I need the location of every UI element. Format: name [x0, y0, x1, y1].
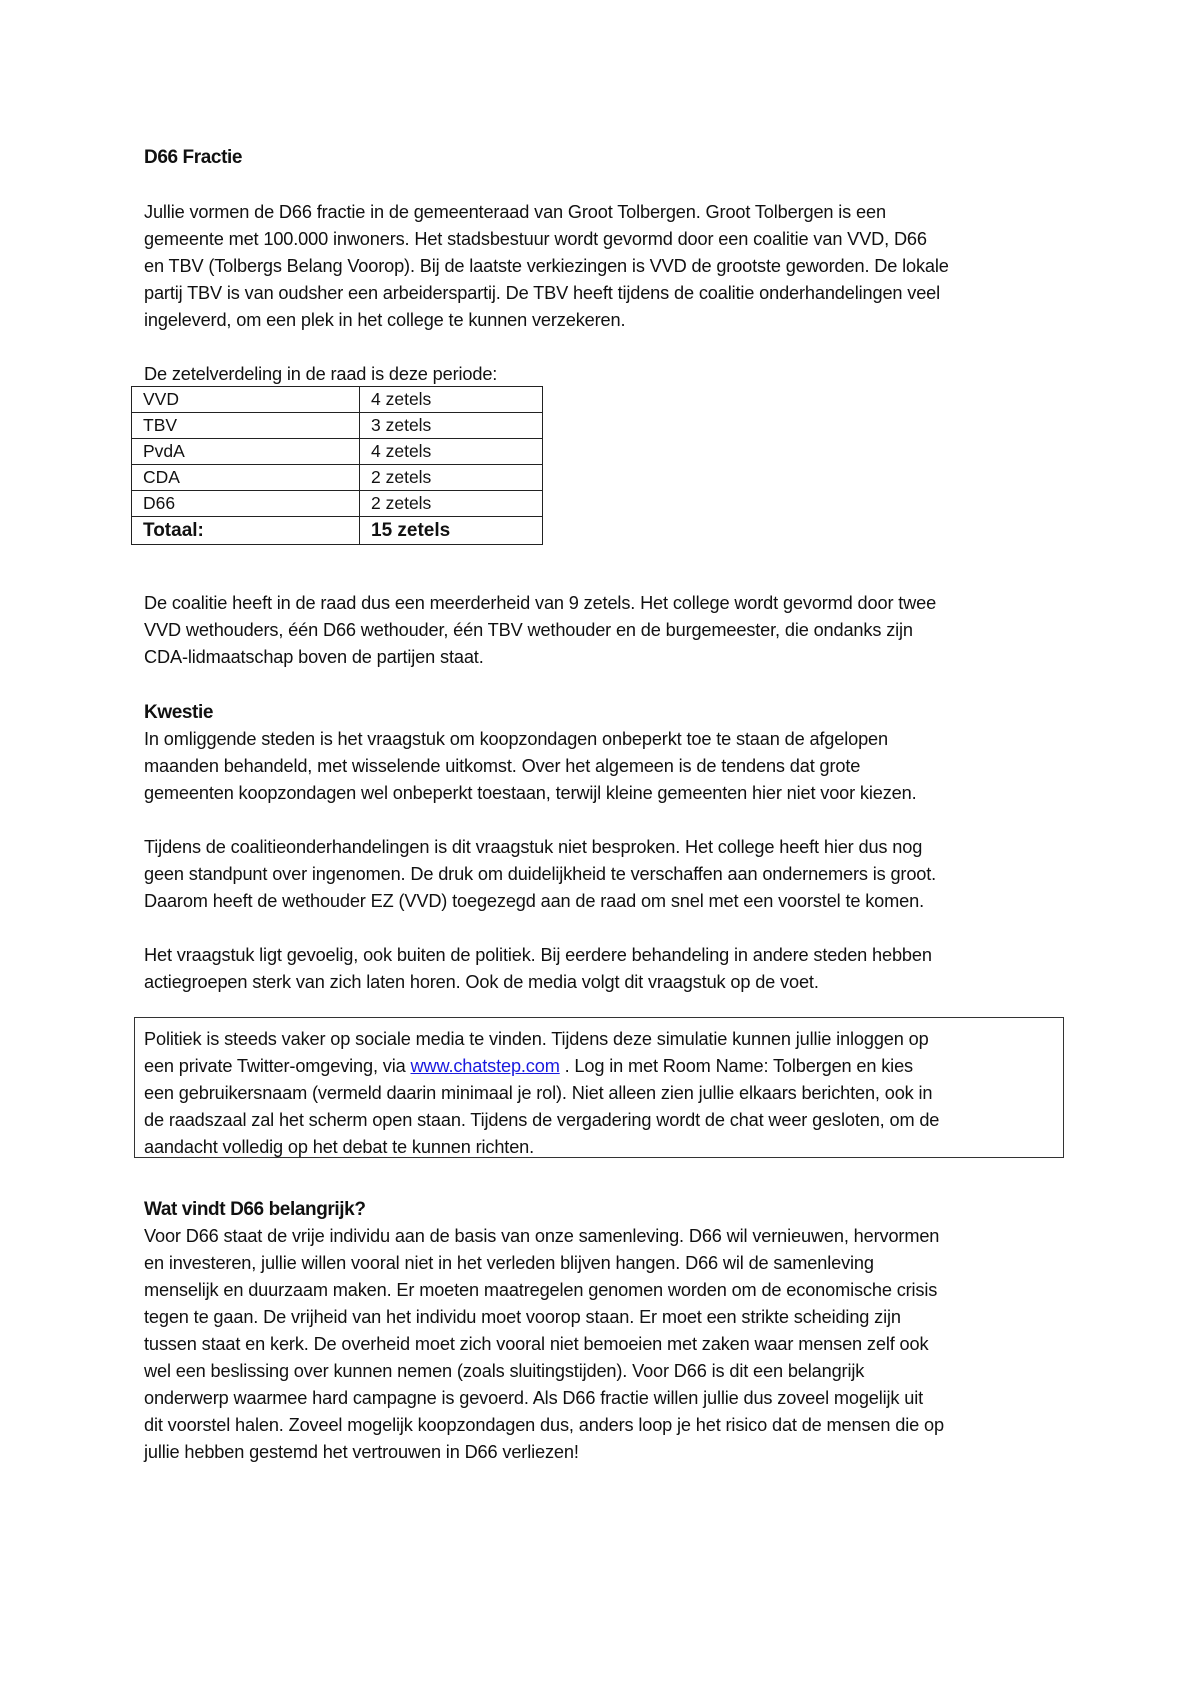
party-cell: CDA: [132, 465, 360, 491]
callout-line: de raadszaal zal het scherm open staan. Tijdens de vergadering wordt de chat weer gesloten, om de: [144, 1110, 940, 1130]
party-cell: PvdA: [132, 439, 360, 465]
callout-line: [144, 1053, 913, 1080]
belangrijk-line: onderwerp waarmee hard campagne is gevoerd. Als D66 fractie willen jullie dus zoveel mogelijk uit: [144, 1388, 924, 1408]
belangrijk-line: tussen staat en kerk. De overheid moet zich vooral niet bemoeien met zaken waar mensen zelf ook: [144, 1334, 929, 1354]
seats-cell: 2 zetels: [360, 465, 543, 491]
callout-line: Politiek is steeds vaker op sociale media te vinden. Tijdens deze simulatie kunnen jullie inloggen op: [144, 1029, 929, 1049]
seats-cell: 4 zetels: [360, 387, 543, 413]
intro-line: en TBV (Tolbergs Belang Voorop). Bij de laatste verkiezingen is VVD de grootste geworden. De lokale: [144, 256, 949, 276]
belangrijk-heading: Wat vindt D66 belangrijk?: [144, 1199, 366, 1220]
belangrijk-line: dit voorstel halen. Zoveel mogelijk koopzondagen dus, anders loop je het risico dat de mensen die op: [144, 1415, 944, 1435]
callout-line: een gebruikersnaam (vermeld daarin minimaal je rol). Niet alleen zien jullie elkaars berichten, ook in: [144, 1083, 933, 1103]
callout-text: . Log in met Room Name: Tolbergen en kies: [559, 1056, 913, 1076]
kwestie-line: actiegroepen sterk van zich laten horen. Ook de media volgt dit vraagstuk op de voet.: [144, 972, 819, 992]
table-row: [132, 439, 543, 465]
party-cell: D66: [132, 491, 360, 517]
intro-line: gemeente met 100.000 inwoners. Het stadsbestuur wordt gevormd door een coalitie van VVD, D66: [144, 229, 927, 249]
table-row: [132, 491, 543, 517]
belangrijk-line: tegen te gaan. De vrijheid van het individu moet voorop staan. Er moet een strikte scheiding zijn: [144, 1307, 901, 1327]
seats-cell: 2 zetels: [360, 491, 543, 517]
kwestie-heading: Kwestie: [144, 702, 214, 723]
kwestie-line: gemeenten koopzondagen wel onbeperkt toestaan, terwijl kleine gemeenten hier niet voor kiezen.: [144, 783, 917, 803]
party-cell: TBV: [132, 413, 360, 439]
table-row: [132, 465, 543, 491]
belangrijk-line: jullie hebben gestemd het vertrouwen in D66 verliezen!: [144, 1442, 579, 1462]
coalition-line: CDA-lidmaatschap boven de partijen staat.: [144, 647, 484, 667]
seats-cell: 4 zetels: [360, 439, 543, 465]
kwestie-line: Tijdens de coalitieonderhandelingen is dit vraagstuk niet besproken. Het college heeft hier dus nog: [144, 837, 923, 857]
kwestie-line: Het vraagstuk ligt gevoelig, ook buiten de politiek. Bij eerdere behandeling in andere steden hebben: [144, 945, 932, 965]
total-seats-cell: 15 zetels: [360, 517, 543, 545]
table-caption: De zetelverdeling in de raad is deze periode:: [144, 364, 498, 384]
intro-line: ingeleverd, om een plek in het college te kunnen verzekeren.: [144, 310, 626, 330]
coalition-line: De coalitie heeft in de raad dus een meerderheid van 9 zetels. Het college wordt gevormd door twee: [144, 593, 937, 613]
document-title: D66 Fractie: [144, 147, 243, 168]
table-row: [132, 413, 543, 439]
chatstep-link[interactable]: www.chatstep.com: [410, 1056, 560, 1076]
seats-cell: 3 zetels: [360, 413, 543, 439]
belangrijk-line: Voor D66 staat de vrije individu aan de basis van onze samenleving. D66 wil vernieuwen, hervormen: [144, 1226, 940, 1246]
intro-line: Jullie vormen de D66 fractie in de gemeenteraad van Groot Tolbergen. Groot Tolbergen is een: [144, 202, 886, 222]
callout-line: aandacht volledig op het debat te kunnen richten.: [144, 1137, 535, 1157]
kwestie-line: In omliggende steden is het vraagstuk om koopzondagen onbeperkt toe te staan de afgelopen: [144, 729, 888, 749]
kwestie-line: geen standpunt over ingenomen. De druk om duidelijkheid te verschaffen aan ondernemers is groot.: [144, 864, 937, 884]
callout-text: een private Twitter-omgeving, via: [144, 1056, 411, 1076]
intro-line: partij TBV is van oudsher een arbeiderspartij. De TBV heeft tijdens de coalitie onderhandelingen veel: [144, 283, 941, 303]
coalition-line: VVD wethouders, één D66 wethouder, één TBV wethouder en de burgemeester, die ondanks zijn: [144, 620, 913, 640]
kwestie-line: maanden behandeld, met wisselende uitkomst. Over het algemeen is de tendens dat grote: [144, 756, 861, 776]
belangrijk-line: menselijk en duurzaam maken. Er moeten maatregelen genomen worden om de economische crisis: [144, 1280, 938, 1300]
belangrijk-line: wel een beslissing over kunnen nemen (zoals sluitingstijden). Voor D66 is dit een belangrijk: [144, 1361, 865, 1381]
belangrijk-line: en investeren, jullie willen vooral niet in het verleden blijven hangen. D66 wil de samenleving: [144, 1253, 874, 1273]
social-media-callout: [134, 1017, 1064, 1158]
table-total-row: [132, 517, 543, 545]
total-label-cell: Totaal:: [132, 517, 360, 545]
seat-distribution-table: [131, 386, 543, 545]
party-cell: VVD: [132, 387, 360, 413]
table-row: [132, 387, 543, 413]
kwestie-line: Daarom heeft de wethouder EZ (VVD) toegezegd aan de raad om snel met een voorstel te komen.: [144, 891, 924, 911]
